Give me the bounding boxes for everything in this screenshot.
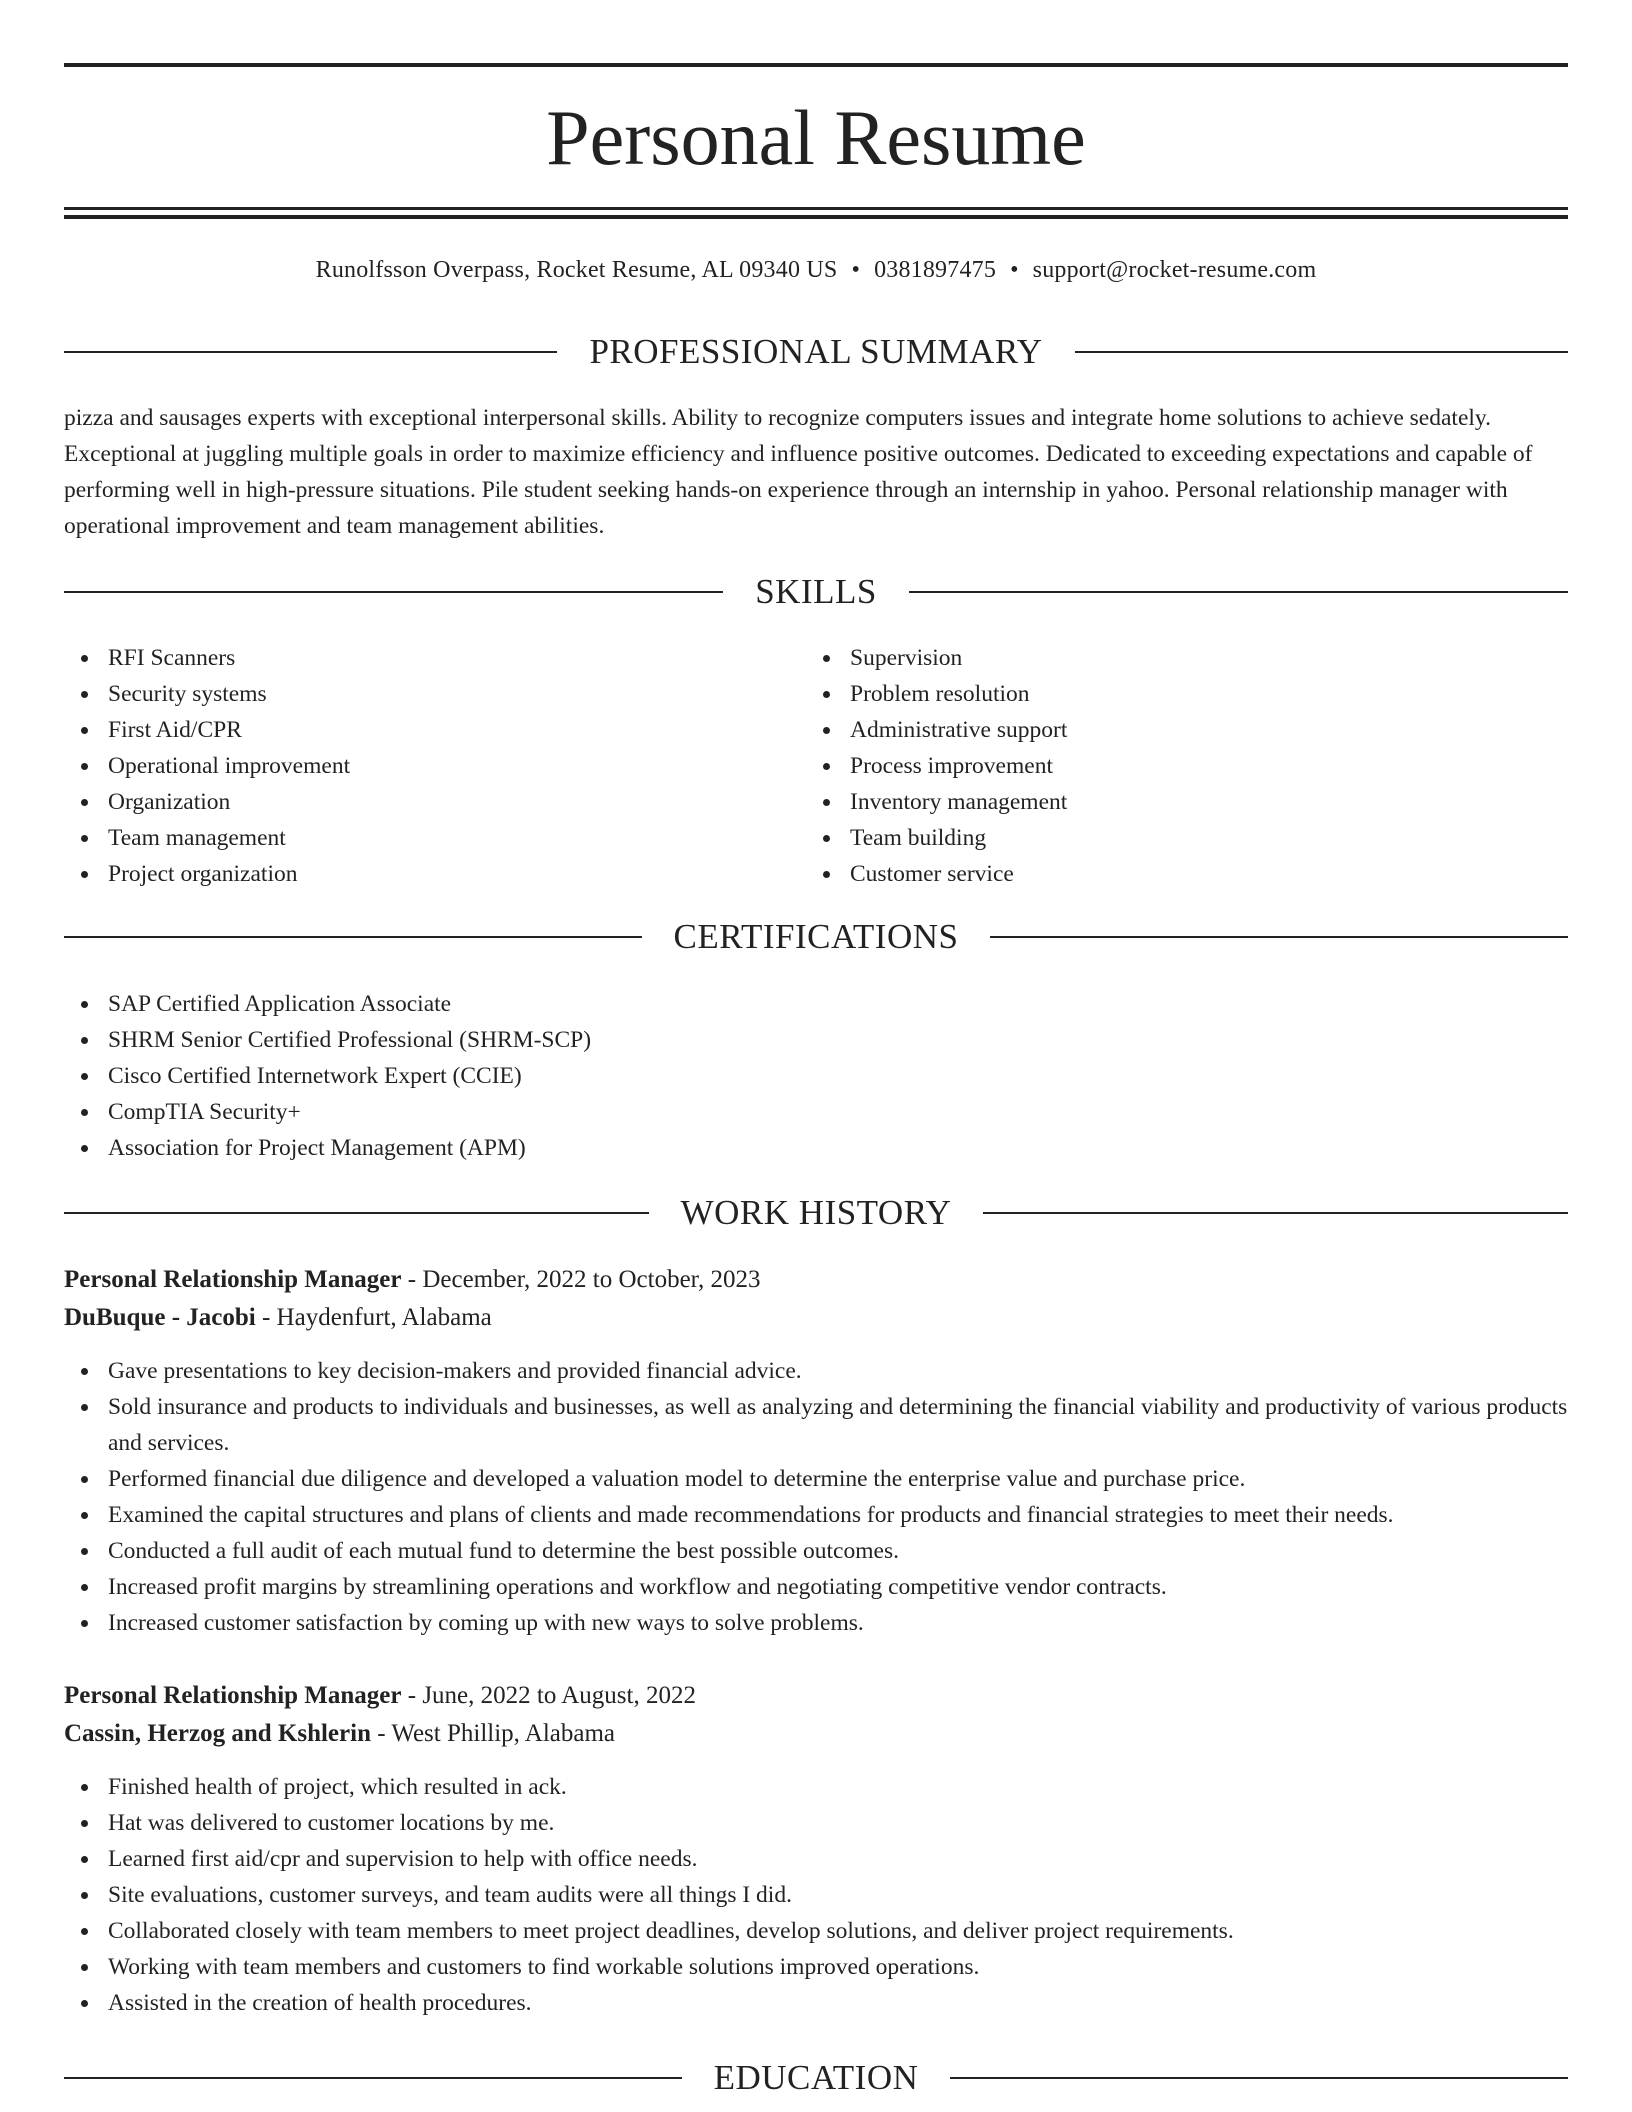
job-company-line [64, 1299, 1568, 1337]
section-heading-label: SKILLS [755, 572, 877, 611]
contact-email[interactable]: support@rocket-resume.com [1032, 257, 1317, 283]
job-bullet: Hat was delivered to customer locations by me. [108, 1805, 1568, 1841]
page-title: Personal Resume [546, 94, 1086, 181]
job-bullet: Gave presentations to key decision-makers and provided financial advice. [108, 1353, 1568, 1389]
job-bullets [64, 1769, 1568, 2021]
certifications-block [64, 986, 1568, 1166]
job-bullet: Collaborated closely with team members to meet project deadlines, develop solutions, and deliver project requirements. [108, 1913, 1568, 1949]
heading-rule [64, 1212, 649, 1214]
heading-rule [983, 1212, 1568, 1214]
contact-line [64, 252, 1568, 288]
skills-list-left [64, 640, 804, 892]
job-title: Personal Relationship Manager [64, 1266, 402, 1293]
top-rule [64, 63, 1568, 67]
skill-item: RFI Scanners [108, 640, 804, 676]
job-location: - West Phillip, Alabama [377, 1720, 616, 1747]
skill-item: Team building [850, 820, 1546, 856]
job-title: Personal Relationship Manager [64, 1682, 402, 1709]
contact-address: Runolfsson Overpass, Rocket Resume, AL 09340 US [315, 257, 838, 283]
heading-rule [64, 2077, 682, 2079]
section-heading-skills [64, 570, 1568, 614]
summary-text: pizza and sausages experts with exceptional interpersonal skills. Ability to recognize computers issues and integrate home solutions to achieve sedately. Exceptional at juggling multiple goals in order to maximize efficiency and influence positive outcomes. Dedicated to exceeding expectations and capable of performing well in high-pressure situations. Pile student seeking hands-on experience through an internship in yahoo. Personal relationship manager with operational improvement and team management abilities. [64, 405, 1533, 539]
skill-item: First Aid/CPR [108, 712, 804, 748]
heading-rule [1075, 351, 1568, 353]
job-bullet: Learned first aid/cpr and supervision to help with office needs. [108, 1841, 1568, 1877]
skill-item: Administrative support [850, 712, 1546, 748]
job-dates: - June, 2022 to August, 2022 [407, 1682, 696, 1709]
skills-column-right [806, 640, 1546, 892]
certification-item: SAP Certified Application Associate [108, 986, 1568, 1022]
section-heading-label: EDUCATION [713, 2058, 919, 2097]
skill-item: Problem resolution [850, 676, 1546, 712]
section-heading-education [64, 2056, 1568, 2100]
title-rule-lower [64, 215, 1568, 219]
certification-item: Cisco Certified Internetwork Expert (CCIE) [108, 1058, 1568, 1094]
job-company: DuBuque - Jacobi [64, 1304, 256, 1331]
job-bullet: Examined the capital structures and plans of clients and made recommendations for products and financial strategies to meet their needs. [108, 1497, 1568, 1533]
section-heading-work-history [64, 1191, 1568, 1235]
contact-separator: • [1010, 257, 1019, 283]
skills-list-right [806, 640, 1546, 892]
job-company: Cassin, Herzog and Kshlerin [64, 1720, 371, 1747]
skill-item: Customer service [850, 856, 1546, 892]
heading-rule [64, 936, 642, 938]
job-bullet: Assisted in the creation of health procedures. [108, 1985, 1568, 2021]
contact-separator: • [851, 257, 861, 283]
job-bullets [64, 1353, 1568, 1641]
certification-item: CompTIA Security+ [108, 1094, 1568, 1130]
job-location: - Haydenfurt, Alabama [261, 1304, 492, 1331]
certification-item: Association for Project Management (APM) [108, 1130, 1568, 1166]
section-heading-label: PROFESSIONAL SUMMARY [589, 332, 1043, 371]
job-company-line [64, 1715, 1568, 1753]
section-heading-certifications [64, 915, 1568, 959]
skill-item: Team management [108, 820, 804, 856]
job-entry [64, 1261, 1568, 1641]
certifications-list [64, 986, 1568, 1166]
job-dates: - December, 2022 to October, 2023 [407, 1266, 761, 1293]
section-heading-label: WORK HISTORY [680, 1193, 952, 1232]
heading-rule [950, 2077, 1568, 2079]
heading-rule [909, 591, 1568, 593]
job-title-line [64, 1677, 1568, 1715]
contact-phone: 0381897475 [874, 257, 997, 283]
job-bullet: Finished health of project, which resulted in ack. [108, 1769, 1568, 1805]
job-bullet: Working with team members and customers to find workable solutions improved operations. [108, 1949, 1568, 1985]
skill-item: Security systems [108, 676, 804, 712]
heading-rule [64, 591, 723, 593]
skills-column-left [64, 640, 804, 892]
job-title-line [64, 1261, 1568, 1299]
skill-item: Supervision [850, 640, 1546, 676]
job-bullet: Conducted a full audit of each mutual fund to determine the best possible outcomes. [108, 1533, 1568, 1569]
job-bullet: Increased profit margins by streamlining operations and workflow and negotiating competitive vendor contracts. [108, 1569, 1568, 1605]
skill-item: Process improvement [850, 748, 1546, 784]
certification-item: SHRM Senior Certified Professional (SHRM-SCP) [108, 1022, 1568, 1058]
job-bullet: Sold insurance and products to individuals and businesses, as well as analyzing and determining the financial viability and productivity of various products and services. [108, 1389, 1568, 1461]
heading-rule [990, 936, 1568, 938]
skill-item: Operational improvement [108, 748, 804, 784]
skill-item: Project organization [108, 856, 804, 892]
job-bullet: Site evaluations, customer surveys, and team audits were all things I did. [108, 1877, 1568, 1913]
job-entry [64, 1677, 1568, 2021]
skill-item: Inventory management [850, 784, 1546, 820]
section-heading-label: CERTIFICATIONS [673, 917, 959, 956]
job-bullet: Increased customer satisfaction by coming up with new ways to solve problems. [108, 1605, 1568, 1641]
skill-item: Organization [108, 784, 804, 820]
job-bullet: Performed financial due diligence and developed a valuation model to determine the enterprise value and purchase price. [108, 1461, 1568, 1497]
section-heading-summary [64, 330, 1568, 374]
heading-rule [64, 351, 557, 353]
title-rule-upper [64, 207, 1568, 210]
